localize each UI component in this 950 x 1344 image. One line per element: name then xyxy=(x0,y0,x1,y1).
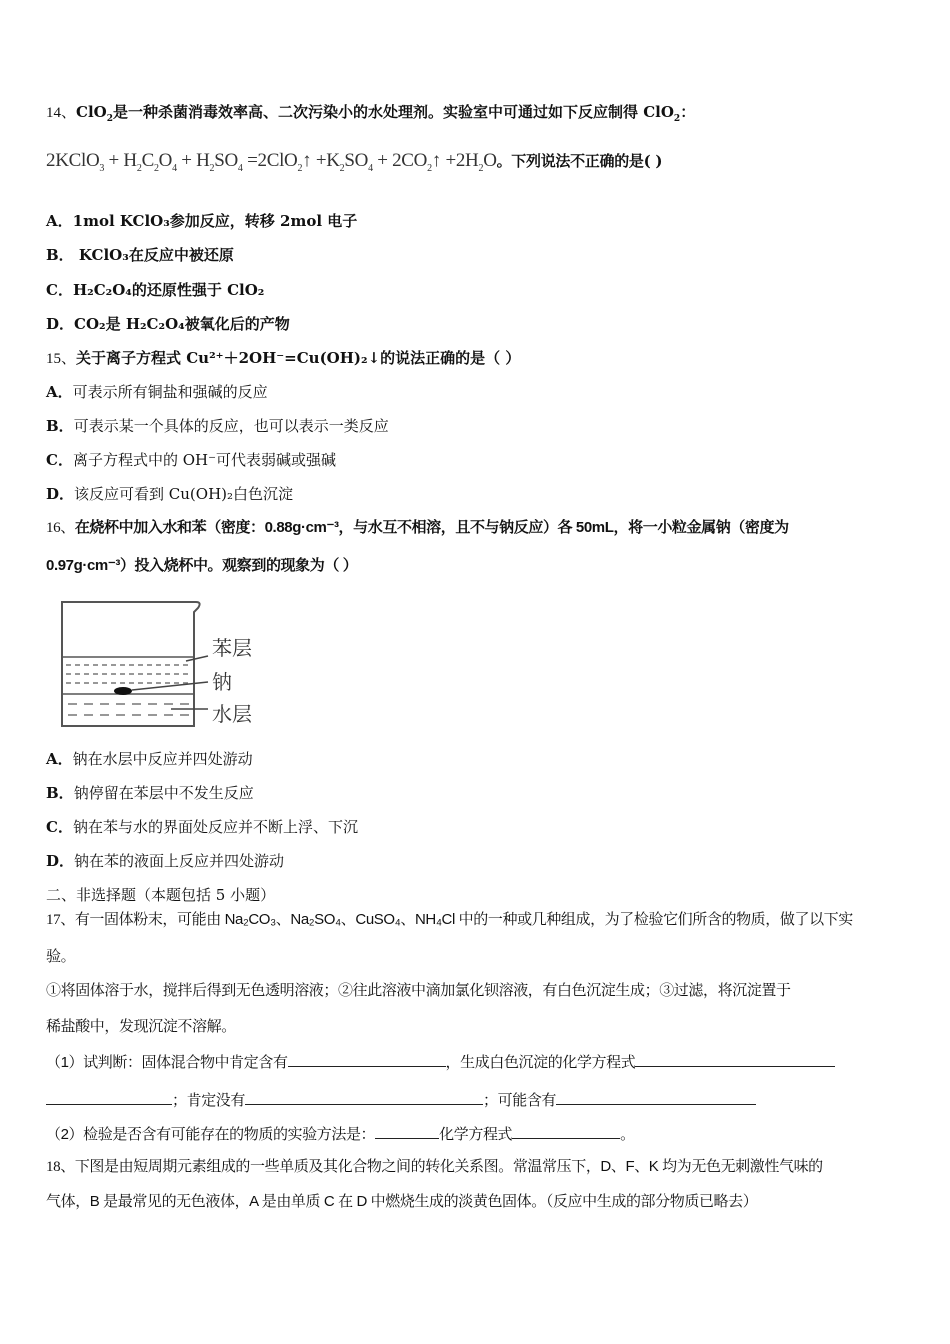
q14-stem: 14、ClO$_2$是一种杀菌消毒效率高、二次污染小的水处理剂。实验室中可通过如下反应制得 ClO$_2$： xyxy=(46,103,696,124)
q15-stem: 15、关于离子方程式 Cu²⁺＋2OH⁻=Cu(OH)₂↓的说法正确的是（ ） xyxy=(46,349,521,367)
q16-option-d[interactable]: D．钠在苯的液面上反应并四处游动 xyxy=(46,852,285,870)
beaker-figure xyxy=(56,598,270,732)
label-benzene-layer: 苯层 xyxy=(212,636,252,660)
q17-stem-line2: 验。 xyxy=(46,948,76,965)
label-sodium: 钠 xyxy=(212,670,232,694)
q14-number: 14、 xyxy=(46,105,77,121)
q14-option-a[interactable]: A．1mol KClO₃参加反应，转移 2mol 电子 xyxy=(46,212,358,230)
answer-blank-definitely-not[interactable] xyxy=(245,1089,483,1105)
q16-option-a[interactable]: A．钠在水层中反应并四处游动 xyxy=(46,750,253,768)
q15-option-a[interactable]: A．可表示所有铜盐和强碱的反应 xyxy=(46,383,268,401)
q18-stem-line1: 18、下图是由短周期元素组成的一些单质及其化合物之间的转化关系图。常温常压下，D、F、K 均为无色无刺激性气味的 xyxy=(46,1158,823,1175)
q16-stem-line2: 0.97g·cm⁻³）投入烧杯中。观察到的现象为（ ） xyxy=(46,557,358,574)
answer-blank-test-equation[interactable] xyxy=(512,1123,620,1139)
q17-part2: （2）检验是否含有可能存在的物质的实验方法是： 化学方程式 。 xyxy=(46,1123,635,1145)
answer-blank-equation-continued[interactable] xyxy=(46,1089,172,1105)
answer-blank-precipitate-equation[interactable] xyxy=(635,1051,835,1067)
label-water-layer: 水层 xyxy=(212,702,252,726)
q14-option-b[interactable]: B． KClO₃在反应中被还原 xyxy=(46,246,234,264)
answer-blank-definitely-contains[interactable] xyxy=(288,1051,446,1067)
answer-blank-test-method[interactable] xyxy=(375,1123,439,1139)
q14-option-d[interactable]: D．CO₂是 H₂C₂O₄被氧化后的产物 xyxy=(46,315,290,333)
q17-part1-line2: ；肯定没有 ；可能含有 xyxy=(46,1089,756,1111)
q14-equation-tail: 。下列说法不正确的是( ) xyxy=(496,152,663,170)
q14-equation: 2KClO$_3$ + $H_2C_2O_4 + H_2SO_4$ =2ClO$_2$↑ $+K_2SO_4$ + $2CO_2↑ +2H_2O$。下列说法不正确的是( ) xyxy=(46,150,663,174)
q17-stem-line1: 17、有一固体粉末，可能由 Na₂CO₃、Na₂SO₄、CuSO₄、NH₄Cl 中的一种或几种组成，为了检验它们所含的物质，做了以下实 xyxy=(46,911,853,928)
q17-part1-line1: （1）试判断：固体混合物中肯定含有 ，生成白色沉淀的化学方程式 xyxy=(46,1051,835,1073)
q16-option-c[interactable]: C．钠在苯与水的界面处反应并不断上浮、下沉 xyxy=(46,818,358,836)
q18-stem-line2: 气体，B 是最常见的无色液体，A 是由单质 C 在 D 中燃烧生成的淡黄色固体。（反应中生成的部分物质已略去） xyxy=(46,1193,758,1210)
q16-stem-line1: 16、在烧杯中加入水和苯（密度：0.88g·cm⁻³，与水互不相溶，且不与钠反应）各 50mL，将一小粒金属钠（密度为 xyxy=(46,519,789,536)
q15-option-b[interactable]: B．可表示某一个具体的反应，也可以表示一类反应 xyxy=(46,417,389,435)
q15-option-d[interactable]: D．该反应可看到 Cu(OH)₂白色沉淀 xyxy=(46,485,294,503)
q17-steps-line2: 稀盐酸中，发现沉淀不溶解。 xyxy=(46,1018,236,1035)
answer-blank-possibly-contains[interactable] xyxy=(556,1089,756,1105)
q14-option-c[interactable]: C．H₂C₂O₄的还原性强于 ClO₂ xyxy=(46,281,265,299)
q17-steps-line1: ①将固体溶于水，搅拌后得到无色透明溶液；②往此溶液中滴加氯化钡溶液，有白色沉淀生成；③过滤，将沉淀置于 xyxy=(46,982,791,999)
section-2-heading: 二、非选择题（本题包括 5 小题） xyxy=(46,886,276,904)
q15-option-c[interactable]: C．离子方程式中的 OH⁻可代表弱碱或强碱 xyxy=(46,451,337,469)
q16-option-b[interactable]: B．钠停留在苯层中不发生反应 xyxy=(46,784,254,802)
